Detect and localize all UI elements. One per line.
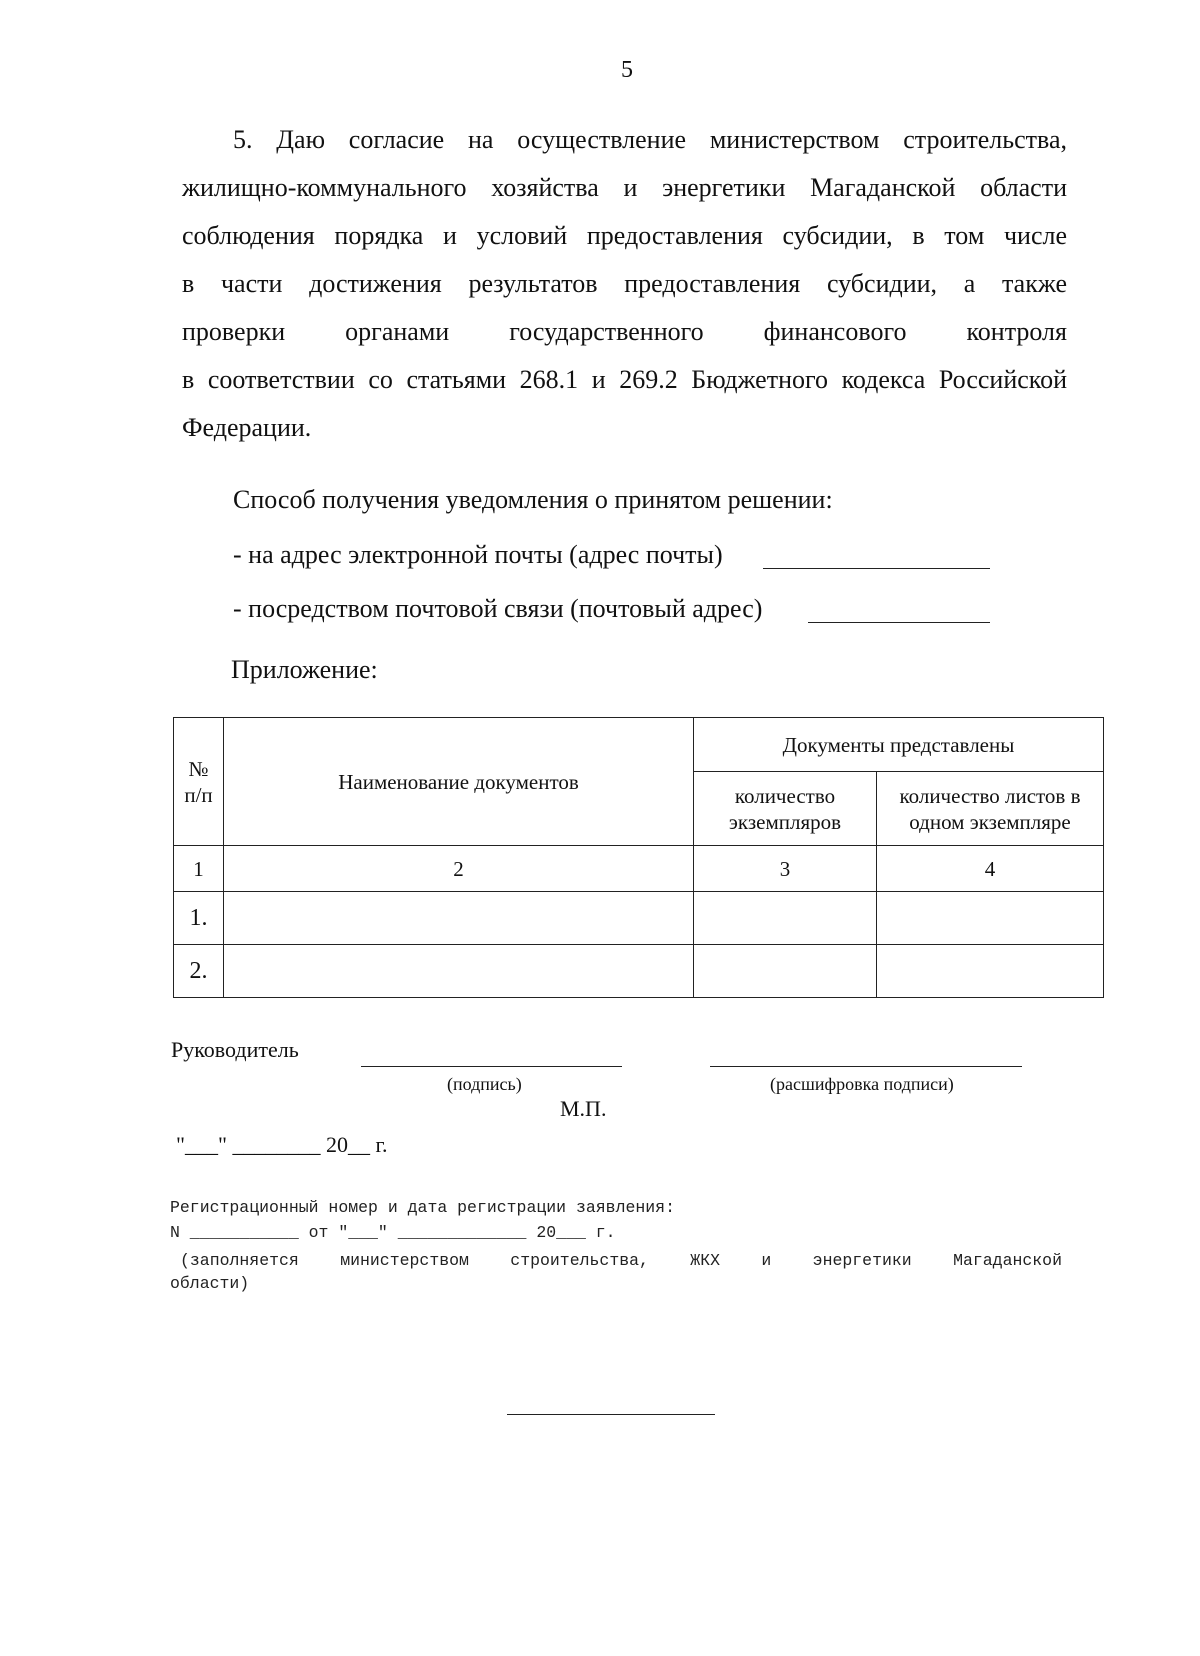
signature-caption: (подпись) xyxy=(447,1074,522,1094)
column-number: 3 xyxy=(694,846,877,892)
notification-heading: Способ получения уведомления о принятом решении: xyxy=(233,485,833,514)
sheets-cell[interactable] xyxy=(877,892,1104,945)
signatory-role: Руководитель xyxy=(171,1037,299,1062)
appendix-table xyxy=(173,717,1104,998)
table-row xyxy=(174,945,1104,998)
column-number: 4 xyxy=(877,846,1104,892)
registration-note: (заполняется министерством строительства, ЖКХ и энергетики Магаданской xyxy=(180,1251,1062,1270)
registration-title: Регистрационный номер и дата регистрации заявления: xyxy=(170,1198,675,1217)
column-number: 2 xyxy=(224,846,694,892)
header-copies: количество экземпляров xyxy=(694,772,877,846)
paragraph-line: соблюдения порядка и условий предоставления субсидии, в том числе xyxy=(182,221,1067,250)
email-label: - на адрес электронной почты (адрес почты) xyxy=(233,540,723,569)
copies-cell[interactable] xyxy=(694,892,877,945)
post-address-label: - посредством почтовой связи (почтовый адрес) xyxy=(233,594,763,623)
document-name-cell[interactable] xyxy=(224,892,694,945)
header-number: № п/п xyxy=(174,718,224,846)
signature-decoding-field[interactable] xyxy=(710,1066,1022,1067)
paragraph-line: Федерации. xyxy=(182,413,312,442)
signature-decoding-caption: (расшифровка подписи) xyxy=(770,1074,954,1094)
paragraph-line: 5. Даю согласие на осуществление министерством строительства, xyxy=(233,125,1067,154)
registration-number-line: N ___________ от "___" _____________ 20___ г. xyxy=(170,1223,616,1242)
row-number: 1. xyxy=(174,892,224,945)
appendix-heading: Приложение: xyxy=(231,655,378,684)
page-number: 5 xyxy=(621,57,633,83)
header-sheets: количество листов в одном экземпляре xyxy=(877,772,1104,846)
post-address-field[interactable] xyxy=(808,622,990,623)
registration-note: области) xyxy=(170,1274,250,1293)
table-row xyxy=(174,892,1104,945)
paragraph-line: в соответствии со статьями 268.1 и 269.2 Бюджетного кодекса Российской xyxy=(182,365,1067,394)
row-number: 2. xyxy=(174,945,224,998)
column-number: 1 xyxy=(174,846,224,892)
sheets-cell[interactable] xyxy=(877,945,1104,998)
header-document-name: Наименование документов xyxy=(224,718,694,846)
paragraph-line: жилищно-коммунального хозяйства и энергетики Магаданской области xyxy=(182,173,1067,202)
header-documents-submitted: Документы представлены xyxy=(694,718,1104,772)
paragraph-line: проверки органами государственного финансового контроля xyxy=(182,317,1067,346)
signature-field[interactable] xyxy=(361,1066,622,1067)
closing-rule xyxy=(507,1414,715,1415)
signature-date: "___" ________ 20__ г. xyxy=(176,1132,388,1157)
stamp-label: М.П. xyxy=(560,1096,607,1121)
column-numbers-row xyxy=(174,846,1104,892)
document-name-cell[interactable] xyxy=(224,945,694,998)
paragraph-line: в части достижения результатов предоставления субсидии, а также xyxy=(182,269,1067,298)
email-field[interactable] xyxy=(763,568,990,569)
copies-cell[interactable] xyxy=(694,945,877,998)
